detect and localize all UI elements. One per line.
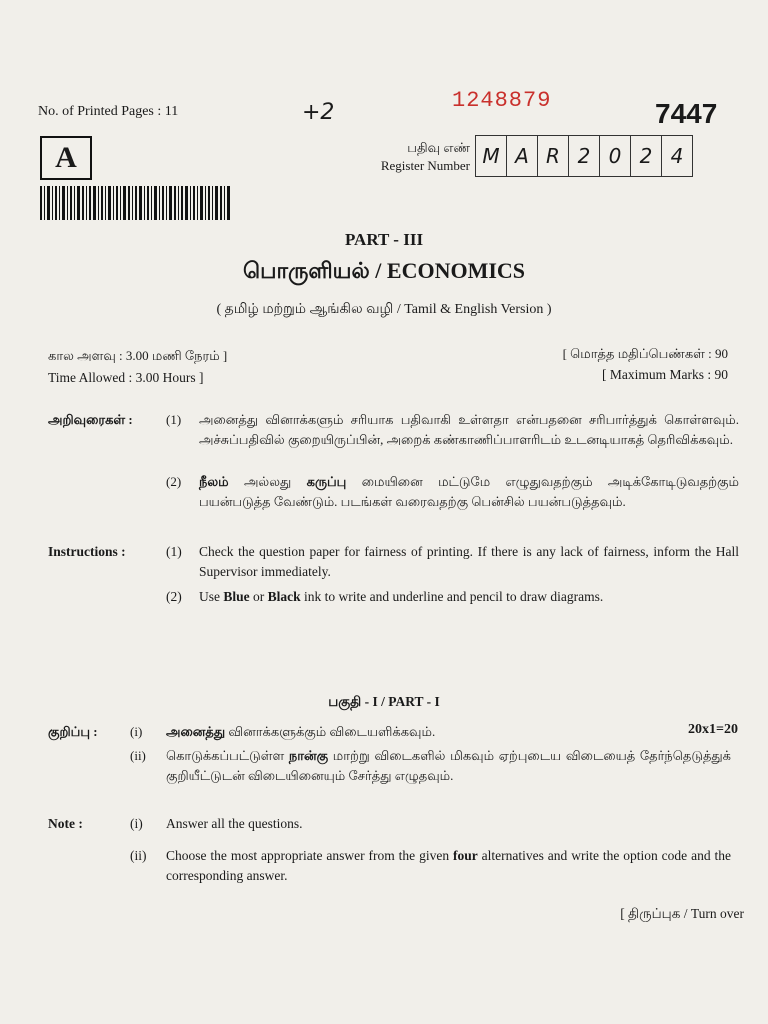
version-letter: A bbox=[55, 141, 77, 174]
item-text: அனைத்து வினாக்களும் சரியாக பதிவாகி உள்ளதா என்பதனை சரிபார்த்துக் கொள்ளவும். அச்சுப்பதிவில் குறையிருப்பின், அறைக் கண்காணிப்பாளரிடம் உடனடியாகத் தெரிவிக்கவும். bbox=[199, 412, 739, 447]
register-box[interactable]: 2 bbox=[630, 135, 662, 177]
item-text: Use Blue or Black ink to write and underline and pencil to draw diagrams. bbox=[199, 589, 604, 604]
register-box[interactable]: 2 bbox=[568, 135, 600, 177]
register-number-label bbox=[360, 139, 470, 175]
instructions-en-label: Instructions : bbox=[48, 544, 126, 559]
note-ta-label: குறிப்பு : bbox=[48, 724, 98, 739]
item-number: (ii) bbox=[130, 848, 147, 863]
bold-text: Blue bbox=[223, 589, 250, 604]
turn-over: [ திருப்புக / Turn over bbox=[620, 906, 744, 921]
part-one-heading: பகுதி - I / PART - I bbox=[328, 694, 440, 709]
item-number: (1) bbox=[166, 544, 182, 559]
register-box[interactable]: 4 bbox=[661, 135, 693, 177]
register-number-boxes[interactable] bbox=[476, 135, 693, 177]
part-one-marks: 20x1=20 bbox=[688, 722, 738, 737]
medium-version: ( தமிழ் மற்றும் ஆங்கில வழி / Tamil & English Version ) bbox=[216, 302, 552, 317]
bold-text: Black bbox=[267, 589, 301, 604]
item-number: (i) bbox=[130, 724, 143, 739]
item-text: அனைத்து வினாக்களுக்கும் விடையளிக்கவும். bbox=[166, 724, 436, 739]
item-text: Choose the most appropriate answer from the given four alternatives and write the option code and the corresponding answer. bbox=[166, 848, 731, 883]
printed-pages: No. of Printed Pages : 11 bbox=[38, 104, 179, 119]
paper-code: 7447 bbox=[655, 98, 718, 129]
register-label-ta: பதிவு எண் bbox=[407, 140, 470, 155]
register-box[interactable]: R bbox=[537, 135, 569, 177]
item-number: (2) bbox=[166, 589, 182, 604]
register-label-en: Register Number bbox=[380, 158, 470, 173]
subject-title: பொருளியல் / ECONOMICS bbox=[242, 258, 526, 283]
item-number: (2) bbox=[166, 474, 182, 489]
item-text: Check the question paper for fairness of printing. If there is any lack of fairness, inform the Hall Supervisor immediately. bbox=[199, 544, 739, 579]
register-box[interactable]: M bbox=[475, 135, 507, 177]
note-en-label: Note : bbox=[48, 816, 83, 831]
part-title: PART - III bbox=[344, 230, 424, 249]
item-text: நீலம் அல்லது கருப்பு மையினை மட்டுமே எழுதுவதற்கும் அடிக்கோடிடுவதற்கும் பயன்படுத்த வேண்டும். படங்கள் வரைவதற்கு பென்சில் பயன்படுத்தவும். bbox=[199, 474, 739, 509]
handwritten-class-mark: +2 bbox=[302, 100, 335, 125]
bold-text: நான்கு bbox=[288, 748, 329, 763]
barcode-icon bbox=[40, 186, 230, 220]
item-number: (ii) bbox=[130, 748, 146, 763]
serial-number-stamp: 1248879 bbox=[452, 88, 552, 113]
register-box[interactable]: 0 bbox=[599, 135, 631, 177]
bold-text: four bbox=[453, 848, 478, 863]
bold-text: நீலம் bbox=[199, 474, 229, 489]
instructions-ta-label: அறிவுரைகள் : bbox=[48, 412, 133, 427]
item-text: Answer all the questions. bbox=[166, 816, 303, 831]
bold-text: அனைத்து bbox=[166, 724, 226, 739]
item-number: (1) bbox=[166, 412, 182, 427]
time-allowed-en: Time Allowed : 3.00 Hours ] bbox=[48, 370, 204, 385]
item-number: (i) bbox=[130, 816, 143, 831]
bold-text: கருப்பு bbox=[306, 474, 347, 489]
maximum-marks-en: [ Maximum Marks : 90 bbox=[602, 367, 728, 382]
time-allowed-ta: கால அளவு : 3.00 மணி நேரம் ] bbox=[48, 348, 228, 363]
version-box bbox=[40, 136, 92, 180]
item-text: கொடுக்கப்பட்டுள்ள நான்கு மாற்று விடைகளில் மிகவும் ஏற்புடைய விடையைத் தேர்ந்தெடுத்துக் குறியீட்டுடன் விடையினையும் சேர்த்து எழுதவும். bbox=[166, 748, 732, 783]
register-box[interactable]: A bbox=[506, 135, 538, 177]
maximum-marks-ta: [ மொத்த மதிப்பெண்கள் : 90 bbox=[562, 346, 728, 361]
